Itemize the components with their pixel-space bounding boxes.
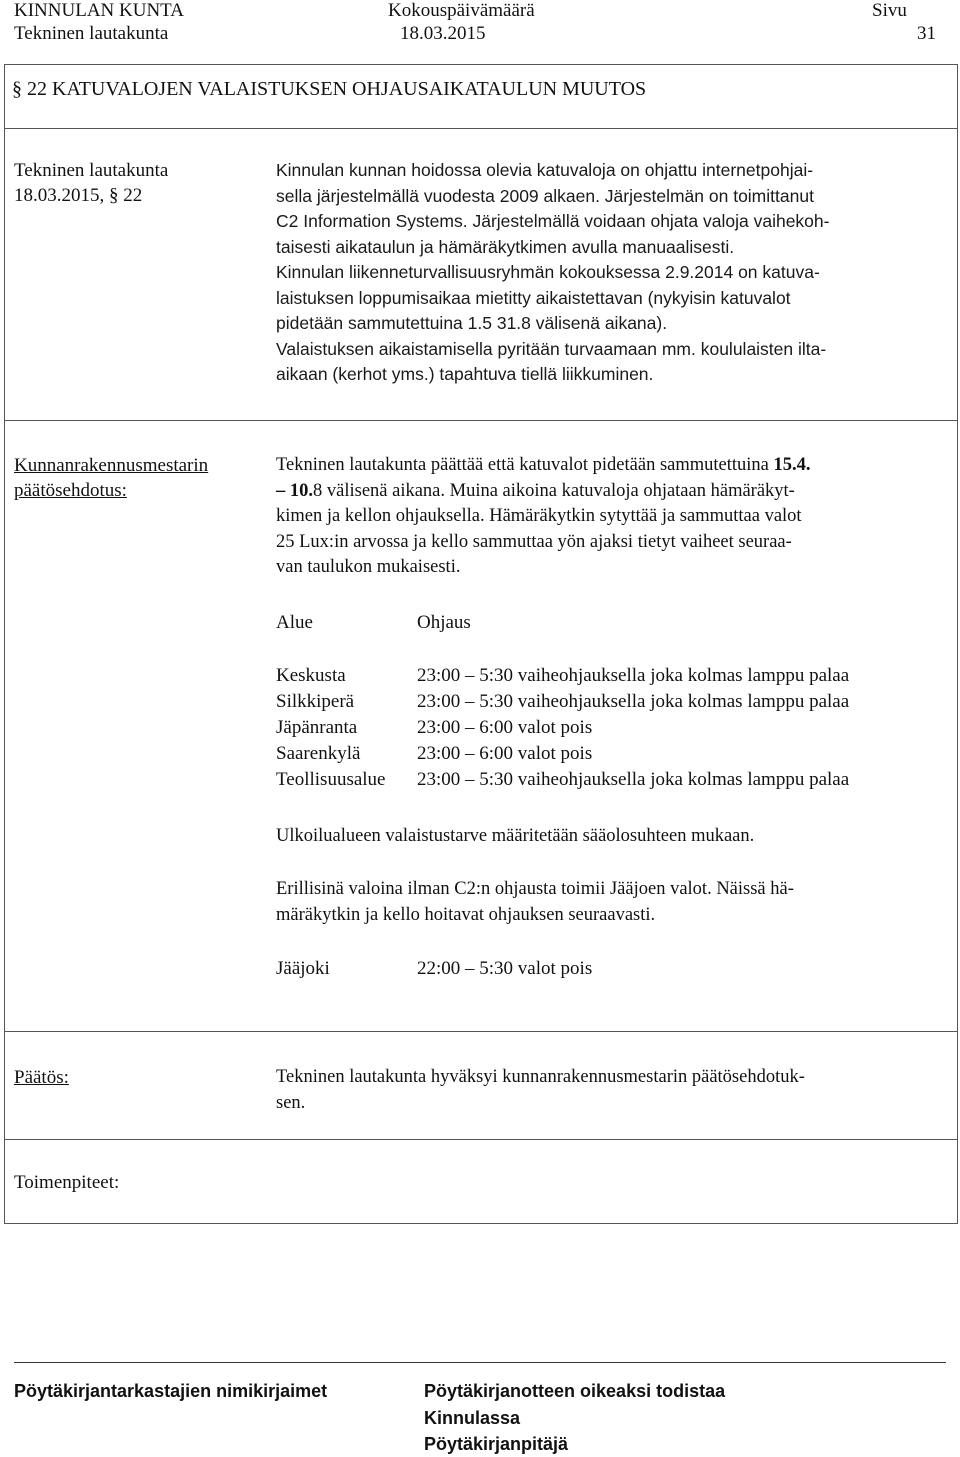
control-cell: 23:00 – 6:00 valot pois bbox=[417, 743, 593, 764]
control-cell: 23:00 – 5:30 vaiheohjauksella joka kolmas lamppu palaa bbox=[417, 665, 850, 686]
signature-right-2: Kinnulassa bbox=[424, 1408, 521, 1428]
actions-label: Toimenpiteet: bbox=[14, 1172, 120, 1193]
proposal-label-2: päätösehdotus: bbox=[14, 480, 127, 501]
column-header-area: Alue bbox=[276, 612, 313, 633]
text-line: kimen ja kellon ohjauksella. Hämäräkytkin sytyttää ja sammuttaa valot bbox=[276, 506, 802, 526]
text-line: Erillisinä valoina ilman C2:n ohjausta toimii Jääjoen valot. Näissä hä- bbox=[276, 879, 794, 899]
text-line: sella järjestelmällä vuodesta 2009 alkaen. Järjestelmän on toimittanut bbox=[276, 185, 814, 206]
reference-date: 18.03.2015, § 22 bbox=[14, 185, 143, 206]
area-cell: Teollisuusalue bbox=[276, 769, 386, 790]
area-cell: Jääjoki bbox=[276, 958, 330, 979]
meeting-date: 18.03.2015 bbox=[400, 23, 486, 44]
divider bbox=[4, 420, 958, 421]
section-title: § 22 KATUVALOJEN VALAISTUKSEN OHJAUSAIKATAULUN MUUTOS bbox=[12, 78, 647, 100]
signature-line bbox=[14, 1362, 946, 1363]
text-line: Tekninen lautakunta päättää että katuvalot pidetään sammutettuina 15.4. bbox=[276, 455, 811, 475]
area-cell: Jäpänranta bbox=[276, 717, 358, 738]
text-line: C2 Information Systems. Järjestelmällä voidaan ohjata valoja vaihekoh- bbox=[276, 211, 830, 231]
area-cell: Keskusta bbox=[276, 665, 346, 686]
text-line: 25 Lux:in arvossa ja kello sammuttaa yön ajaksi tietyt vaiheet seuraa- bbox=[276, 531, 792, 552]
signature-left: Pöytäkirjantarkastajien nimikirjaimet bbox=[14, 1381, 328, 1401]
proposal-label: Kunnanrakennusmestarin bbox=[14, 455, 209, 476]
control-cell: 23:00 – 5:30 vaiheohjauksella joka kolmas lamppu palaa bbox=[417, 769, 850, 790]
text-line: taisesti aikataulun ja hämäräkytkimen avulla manuaalisesti. bbox=[276, 236, 735, 257]
area-cell: Saarenkylä bbox=[276, 743, 361, 764]
page-label: Sivu bbox=[872, 0, 907, 21]
municipality-name: KINNULAN KUNTA bbox=[14, 0, 184, 21]
outdoor-note: Ulkoilualueen valaistustarve määritetään sääolosuhteen mukaan. bbox=[276, 826, 755, 846]
board-name: Tekninen lautakunta bbox=[14, 23, 169, 44]
bold-date: 15.4. bbox=[773, 455, 811, 475]
control-cell: 23:00 – 5:30 vaiheohjauksella joka kolmas lamppu palaa bbox=[417, 691, 850, 712]
bold-date: – 10. bbox=[276, 480, 313, 501]
text-line: märäkytkin ja kello hoitavat ohjauksen seuraavasti. bbox=[276, 904, 656, 925]
text-line: laistuksen loppumisaikaa mietitty aikaistettavan (nykyisin katuvalot bbox=[276, 287, 791, 308]
proposal-text bbox=[276, 453, 952, 581]
divider bbox=[4, 1031, 958, 1032]
text-line: Tekninen lautakunta hyväksyi kunnanrakennusmestarin päätösehdotuk- bbox=[276, 1067, 805, 1087]
text-line: – 10.8 välisenä aikana. Muina aikoina katuvaloja ohjataan hämäräkyt- bbox=[276, 480, 795, 501]
page-number: 31 bbox=[917, 23, 936, 44]
decision-text bbox=[276, 1065, 952, 1116]
reference-board: Tekninen lautakunta bbox=[14, 160, 169, 181]
text-line: van taulukon mukaisesti. bbox=[276, 557, 461, 577]
separate-lights-text bbox=[276, 877, 952, 928]
text-line: Kinnulan kunnan hoidossa olevia katuvaloja on ohjattu internetpohjai- bbox=[276, 160, 814, 180]
control-cell: 23:00 – 6:00 valot pois bbox=[417, 717, 593, 738]
control-cell: 22:00 – 5:30 valot pois bbox=[417, 958, 593, 979]
text-line: aikaan (kerhot yms.) tapahtuva tiellä liikkuminen. bbox=[276, 364, 654, 384]
date-label: Kokouspäivämäärä bbox=[388, 0, 535, 21]
column-header-control: Ohjaus bbox=[417, 612, 471, 633]
signature-right-3: Pöytäkirjanpitäjä bbox=[424, 1434, 569, 1454]
text-line: Kinnulan liikenneturvallisuusryhmän kokouksessa 2.9.2014 on katuva- bbox=[276, 262, 820, 282]
text-line: sen. bbox=[276, 1092, 306, 1113]
text-line: Valaistuksen aikaistamisella pyritään turvaamaan mm. koululaisten ilta- bbox=[276, 338, 827, 359]
decision-label: Päätös: bbox=[14, 1067, 69, 1088]
text-line: pidetään sammutettuina 1.5 31.8 välisenä aikana). bbox=[276, 313, 668, 333]
divider bbox=[4, 128, 958, 129]
divider bbox=[4, 1139, 958, 1140]
signature-right-1: Pöytäkirjanotteen oikeaksi todistaa bbox=[424, 1381, 726, 1401]
area-cell: Silkkiperä bbox=[276, 691, 355, 712]
reference-text bbox=[276, 158, 952, 388]
